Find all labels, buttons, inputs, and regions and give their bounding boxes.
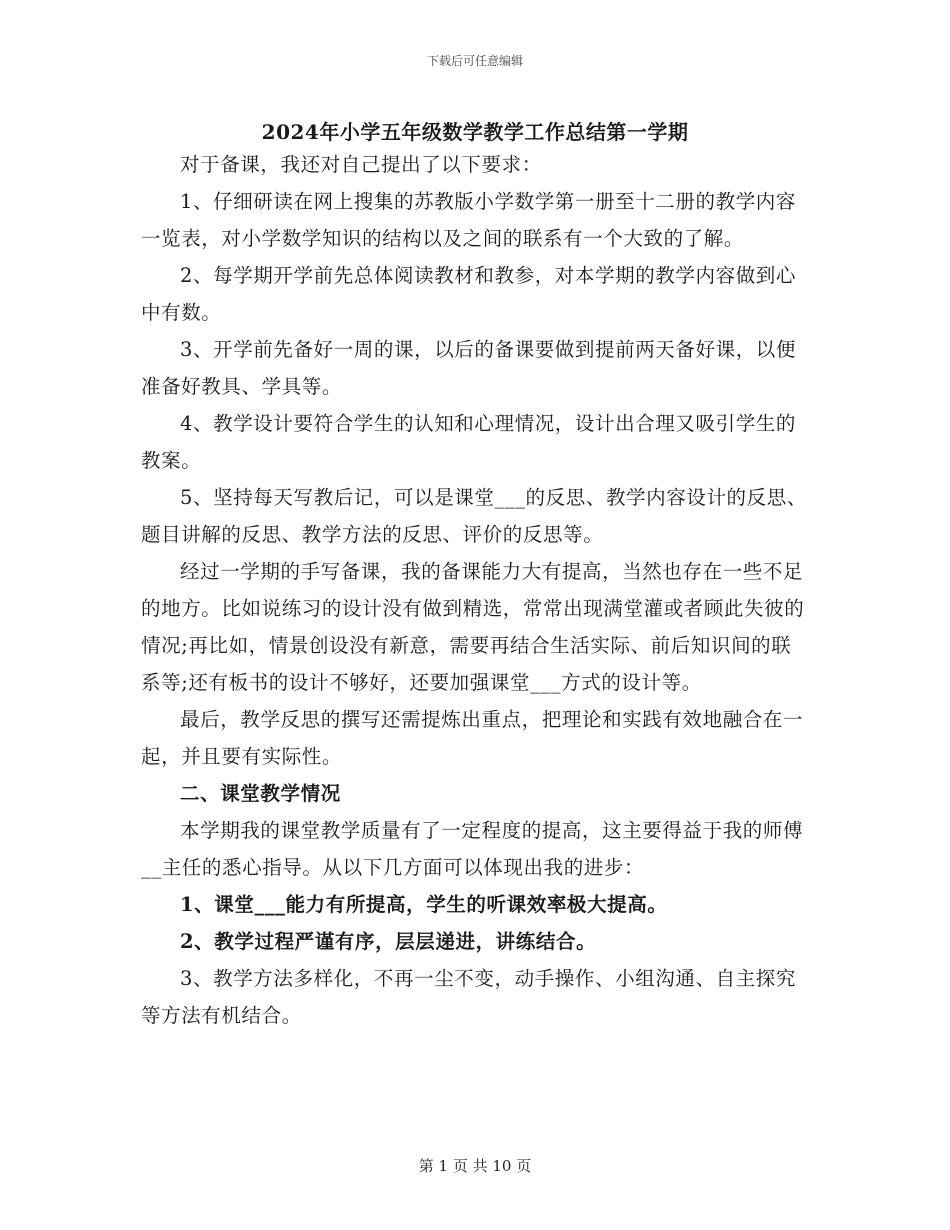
- page-header-note: 下载后可任意编辑: [426, 54, 523, 68]
- paragraph: 本学期我的课堂教学质量有了一定程度的提高，这主要得益于我的师傅__主任的悉心指导。从以下几方面可以体现出我的进步：: [141, 819, 804, 879]
- paragraph: 4、教学设计要符合学生的认知和心理情况，设计出合理又吸引学生的教案。: [141, 412, 797, 472]
- paragraph: 对于备课，我还对自己提出了以下要求：: [180, 153, 542, 176]
- paragraph: 5、坚持每天写教后记，可以是课堂___的反思、教学内容设计的反思、题目讲解的反思、教学方法的反思、评价的反思等。: [141, 486, 807, 546]
- paragraph: 经过一学期的手写备课，我的备课能力大有提高，当然也存在一些不足的地方。比如说练习的设计没有做到精选，常常出现满堂灌或者顾此失彼的情况;再比如，情景创设没有新意，需要再结合生活实际、前后知识间的联系等;还有板书的设计不够好，还要加强课堂___方式的设计等。: [141, 560, 805, 694]
- section-heading: 二、课堂教学情况: [180, 782, 341, 805]
- document-body: [141, 146, 811, 1034]
- page-number: 第 1 页 共 10 页: [418, 1157, 532, 1175]
- document-title: 2024年小学五年级数学教学工作总结第一学期: [261, 120, 689, 144]
- paragraph: 1、仔细研读在网上搜集的苏教版小学数学第一册至十二册的教学内容一览表，对小学数学知识的结构以及之间的联系有一个大致的了解。: [141, 190, 797, 250]
- paragraph: 2、每学期开学前先总体阅读教材和教参，对本学期的教学内容做到心中有数。: [141, 264, 797, 324]
- paragraph: 3、开学前先备好一周的课，以后的备课要做到提前两天备好课，以便准备好教具、学具等。: [141, 338, 797, 398]
- bold-paragraph: 2、教学过程严谨有序，层层递进，讲练结合。: [180, 930, 597, 953]
- paragraph: 最后，教学反思的撰写还需提炼出重点，把理论和实践有效地融合在一起，并且要有实际性。: [141, 708, 804, 768]
- paragraph: 3、教学方法多样化，不再一尘不变，动手操作、小组沟通、自主探究等方法有机结合。: [141, 967, 797, 1027]
- bold-paragraph: 1、课堂___能力有所提高，学生的听课效率极大提高。: [180, 893, 668, 916]
